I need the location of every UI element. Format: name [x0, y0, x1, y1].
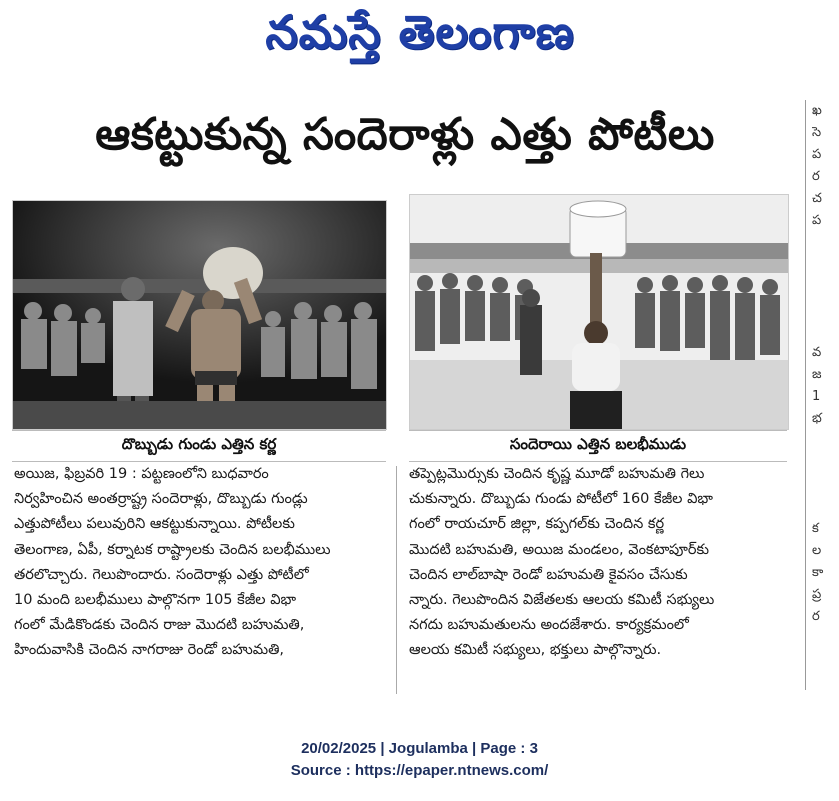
article-line: న్నారు. గెలుపొందిన విజేతలకు ఆలయ కమిటీ సభ్యులు: [409, 592, 715, 609]
article-line: తప్పెట్లమొర్సుకు చెందిన కృష్ణ మూడో బహుమతి గెలు: [409, 466, 705, 482]
side-char: సె: [812, 125, 822, 140]
side-char: 1: [812, 389, 821, 404]
article-line: గంలో రాయచూర్ జిల్లా, కప్పగల్‌కు చెందిన కర్ణ: [409, 516, 665, 533]
article-line: నగదు బహుమతులను అందజేశారు. కార్యక్రమంలో: [409, 617, 689, 634]
photo-caption-left: దొబ్బుడు గుండు ఎత్తిన కర్ణ: [12, 430, 386, 462]
edition-info: 20/02/2025 | Jogulamba | Page : 3: [301, 740, 538, 757]
photo-stone-ball-lift: [12, 200, 387, 430]
side-char: క: [812, 521, 819, 536]
side-char: భ: [812, 411, 822, 426]
column-divider: [396, 466, 397, 694]
side-char: జ: [812, 367, 822, 382]
article-body-column-2: [409, 462, 787, 692]
newspaper-masthead: నమస్తే తెలంగాణ: [265, 5, 575, 59]
column-rule: [805, 100, 806, 690]
side-char: ర: [812, 609, 820, 624]
article-line: గంలో మేడికొండకు చెందిన రాజు మొదటి బహుమతి,: [14, 617, 305, 634]
article-line: తరలొచ్చారు. గెలుపొందారు. సందెరాళ్లు ఎత్తు పోటీలో: [14, 566, 309, 583]
side-char: కా: [812, 565, 824, 580]
article-line: హిందువాసికి చెందిన నాగరాజు రెండో బహుమతి,: [14, 642, 285, 659]
side-char: ప: [812, 147, 822, 162]
side-char: ప: [812, 213, 822, 228]
article-line: చుకున్నారు. దొబ్బుడు గుండు పోటీలో 160 కేజీల విభా: [409, 491, 713, 508]
side-char: చ: [812, 191, 822, 206]
article-line: 10 మంది బలభీములు పాల్గొనగా 105 కేజీల విభా: [14, 592, 297, 609]
article-body-column-1: [14, 462, 386, 692]
article-line: ఆలయ కమిటీ సభ్యులు, భక్తులు పాల్గొన్నారు.: [409, 642, 662, 659]
photo-caption-right: సందెరాయి ఎత్తిన బలభీముడు: [409, 430, 787, 462]
side-char: ల: [812, 543, 822, 558]
article-line: ఎత్తుపోటీలు పలువురిని ఆకట్టుకున్నాయి. పోటీలకు: [14, 516, 295, 533]
source-link[interactable]: Source : https://epaper.ntnews.com/: [290, 762, 549, 779]
article-headline: ఆకట్టుకున్న సందెరాళ్లు ఎత్తు పోటీలు: [95, 109, 715, 160]
side-char: ఖ: [812, 103, 822, 118]
article-line: అయిజ, ఫిబ్రవరి 19 : పట్టణంలోని బుధవారం: [14, 466, 269, 482]
side-char: వ: [812, 345, 822, 360]
article-line: మొదటి బహుమతి, అయిజ మండలం, వెంకటాపూర్‌కు: [409, 541, 710, 558]
article-line: చెందిన లాల్‌బాషా రెండో బహుమతి కైవసం చేసుకు: [409, 566, 688, 583]
photo-cylinder-stone-lift: [409, 194, 789, 430]
article-line: నిర్వహించిన అంతర్రాష్ట్ర సందెరాళ్లు, దొబ్బుడు గుండ్లు: [14, 491, 308, 508]
article-line: తెలంగాణ, ఏపీ, కర్నాటక రాష్ట్రాలకు చెందిన బలభీములు: [14, 541, 331, 558]
side-char: ర: [812, 169, 820, 184]
side-char: ప్ర: [812, 587, 822, 602]
adjacent-article-strip: [812, 100, 839, 700]
